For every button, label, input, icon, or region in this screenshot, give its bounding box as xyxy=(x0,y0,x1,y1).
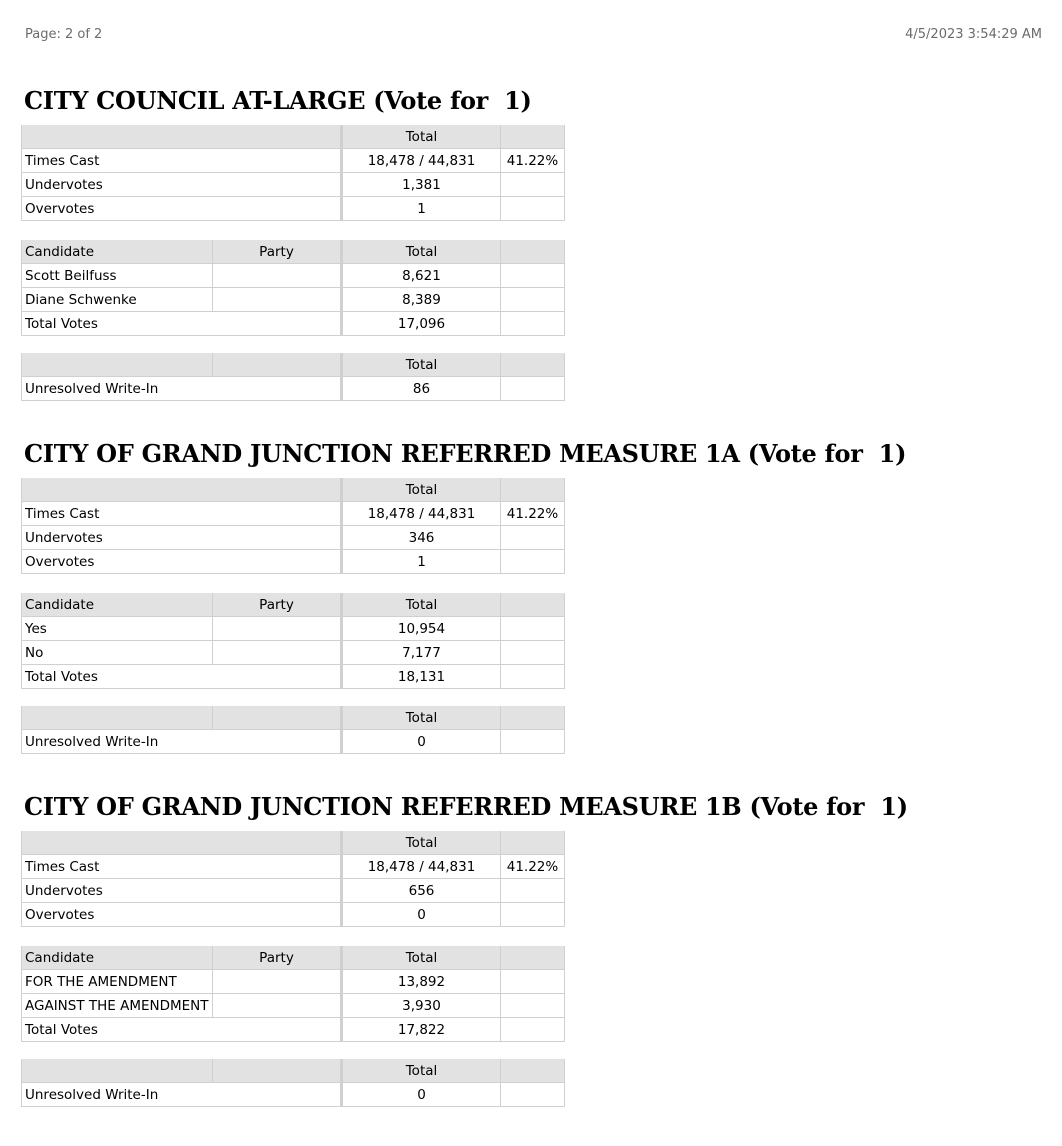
table-row xyxy=(21,1018,565,1042)
table-row xyxy=(21,526,565,550)
summary-header-pct xyxy=(501,125,565,149)
candidate-total-header: Total xyxy=(341,946,501,970)
candidate-header: Candidate xyxy=(21,946,213,970)
contest-title: CITY OF GRAND JUNCTION REFERRED MEASURE 1A (Vote for 1) xyxy=(24,439,907,468)
summary-header-blank xyxy=(21,125,341,149)
summary-total: 18,478 / 44,831 xyxy=(341,502,501,526)
summary-label: Overvotes xyxy=(21,197,341,221)
summary-table xyxy=(21,125,565,221)
writein-pct xyxy=(501,730,565,754)
table-row xyxy=(21,730,565,754)
total-votes-value: 17,096 xyxy=(341,312,501,336)
contest-title: CITY COUNCIL AT-LARGE (Vote for 1) xyxy=(24,86,532,115)
candidate-pct xyxy=(501,288,565,312)
candidate-name: AGAINST THE AMENDMENT xyxy=(21,994,213,1018)
table-row xyxy=(21,903,565,927)
total-votes-pct xyxy=(501,1018,565,1042)
candidate-pct-header xyxy=(501,946,565,970)
summary-header-total: Total xyxy=(341,125,501,149)
summary-total: 1 xyxy=(341,197,501,221)
table-row xyxy=(21,617,565,641)
table-row xyxy=(21,312,565,336)
table-row xyxy=(21,288,565,312)
table-row xyxy=(21,502,565,526)
total-votes-pct xyxy=(501,312,565,336)
writein-total: 86 xyxy=(341,377,501,401)
candidate-name: No xyxy=(21,641,213,665)
candidate-total: 7,177 xyxy=(341,641,501,665)
summary-total: 18,478 / 44,831 xyxy=(341,855,501,879)
summary-total: 1 xyxy=(341,550,501,574)
candidate-party xyxy=(213,288,341,312)
writein-label: Unresolved Write-In xyxy=(21,377,341,401)
writein-header-pct xyxy=(501,706,565,730)
total-votes-value: 18,131 xyxy=(341,665,501,689)
summary-pct xyxy=(501,526,565,550)
candidate-header: Candidate xyxy=(21,240,213,264)
table-row xyxy=(21,173,565,197)
writein-table xyxy=(21,353,565,401)
summary-pct: 41.22% xyxy=(501,149,565,173)
summary-pct xyxy=(501,903,565,927)
table-row xyxy=(21,855,565,879)
writein-label: Unresolved Write-In xyxy=(21,730,341,754)
writein-header-pct xyxy=(501,1059,565,1083)
summary-total: 656 xyxy=(341,879,501,903)
table-row xyxy=(21,641,565,665)
table-row xyxy=(21,264,565,288)
total-votes-pct xyxy=(501,665,565,689)
party-header: Party xyxy=(213,593,341,617)
candidate-pct-header xyxy=(501,593,565,617)
summary-label: Times Cast xyxy=(21,502,341,526)
candidate-party xyxy=(213,994,341,1018)
candidate-name: Scott Beilfuss xyxy=(21,264,213,288)
writein-header-blank xyxy=(21,353,213,377)
table-row xyxy=(21,994,565,1018)
table-header-row xyxy=(21,125,565,149)
summary-label: Times Cast xyxy=(21,855,341,879)
candidate-total: 8,621 xyxy=(341,264,501,288)
candidate-party xyxy=(213,641,341,665)
table-header-row xyxy=(21,478,565,502)
table-header-row xyxy=(21,706,565,730)
party-header: Party xyxy=(213,946,341,970)
summary-label: Overvotes xyxy=(21,550,341,574)
summary-total: 0 xyxy=(341,903,501,927)
summary-pct xyxy=(501,879,565,903)
candidate-total: 8,389 xyxy=(341,288,501,312)
summary-header-total: Total xyxy=(341,831,501,855)
candidate-party xyxy=(213,617,341,641)
page-number: Page: 2 of 2 xyxy=(25,27,103,42)
candidate-pct xyxy=(501,994,565,1018)
total-votes-value: 17,822 xyxy=(341,1018,501,1042)
candidate-pct xyxy=(501,641,565,665)
summary-header-blank xyxy=(21,831,341,855)
candidate-pct-header xyxy=(501,240,565,264)
total-votes-label: Total Votes xyxy=(21,1018,341,1042)
candidate-pct xyxy=(501,264,565,288)
writein-pct xyxy=(501,377,565,401)
writein-table xyxy=(21,1059,565,1107)
candidate-name: Yes xyxy=(21,617,213,641)
candidate-total-header: Total xyxy=(341,593,501,617)
writein-header-blank xyxy=(213,353,341,377)
candidate-party xyxy=(213,264,341,288)
summary-pct: 41.22% xyxy=(501,855,565,879)
candidate-pct xyxy=(501,617,565,641)
table-row xyxy=(21,550,565,574)
writein-header-blank xyxy=(21,706,213,730)
summary-header-pct xyxy=(501,478,565,502)
summary-header-total: Total xyxy=(341,478,501,502)
party-header: Party xyxy=(213,240,341,264)
total-votes-label: Total Votes xyxy=(21,312,341,336)
writein-header-blank xyxy=(213,1059,341,1083)
table-row xyxy=(21,197,565,221)
writein-total: 0 xyxy=(341,730,501,754)
writein-table xyxy=(21,706,565,754)
table-row xyxy=(21,970,565,994)
candidate-header: Candidate xyxy=(21,593,213,617)
summary-pct xyxy=(501,197,565,221)
candidate-party xyxy=(213,970,341,994)
summary-label: Overvotes xyxy=(21,903,341,927)
candidates-table xyxy=(21,946,565,1042)
table-header-row xyxy=(21,593,565,617)
table-header-row xyxy=(21,831,565,855)
summary-total: 1,381 xyxy=(341,173,501,197)
summary-header-blank xyxy=(21,478,341,502)
summary-table xyxy=(21,478,565,574)
candidate-pct xyxy=(501,970,565,994)
writein-header-total: Total xyxy=(341,706,501,730)
summary-pct xyxy=(501,173,565,197)
candidates-table xyxy=(21,593,565,689)
writein-header-blank xyxy=(213,706,341,730)
table-row xyxy=(21,149,565,173)
writein-label: Unresolved Write-In xyxy=(21,1083,341,1107)
summary-pct xyxy=(501,550,565,574)
candidate-name: Diane Schwenke xyxy=(21,288,213,312)
table-header-row xyxy=(21,240,565,264)
table-row xyxy=(21,879,565,903)
table-header-row xyxy=(21,1059,565,1083)
candidates-table xyxy=(21,240,565,336)
table-row xyxy=(21,377,565,401)
summary-label: Undervotes xyxy=(21,526,341,550)
writein-header-total: Total xyxy=(341,1059,501,1083)
summary-total: 346 xyxy=(341,526,501,550)
candidate-total: 3,930 xyxy=(341,994,501,1018)
candidate-name: FOR THE AMENDMENT xyxy=(21,970,213,994)
report-timestamp: 4/5/2023 3:54:29 AM xyxy=(905,27,1042,42)
summary-header-pct xyxy=(501,831,565,855)
writein-header-pct xyxy=(501,353,565,377)
candidate-total-header: Total xyxy=(341,240,501,264)
table-row xyxy=(21,665,565,689)
table-row xyxy=(21,1083,565,1107)
summary-label: Undervotes xyxy=(21,879,341,903)
summary-label: Times Cast xyxy=(21,149,341,173)
candidate-total: 10,954 xyxy=(341,617,501,641)
summary-table xyxy=(21,831,565,927)
summary-pct: 41.22% xyxy=(501,502,565,526)
writein-header-blank xyxy=(21,1059,213,1083)
writein-pct xyxy=(501,1083,565,1107)
summary-label: Undervotes xyxy=(21,173,341,197)
total-votes-label: Total Votes xyxy=(21,665,341,689)
candidate-total: 13,892 xyxy=(341,970,501,994)
summary-total: 18,478 / 44,831 xyxy=(341,149,501,173)
table-header-row xyxy=(21,353,565,377)
contest-title: CITY OF GRAND JUNCTION REFERRED MEASURE 1B (Vote for 1) xyxy=(24,792,908,821)
table-header-row xyxy=(21,946,565,970)
writein-header-total: Total xyxy=(341,353,501,377)
writein-total: 0 xyxy=(341,1083,501,1107)
